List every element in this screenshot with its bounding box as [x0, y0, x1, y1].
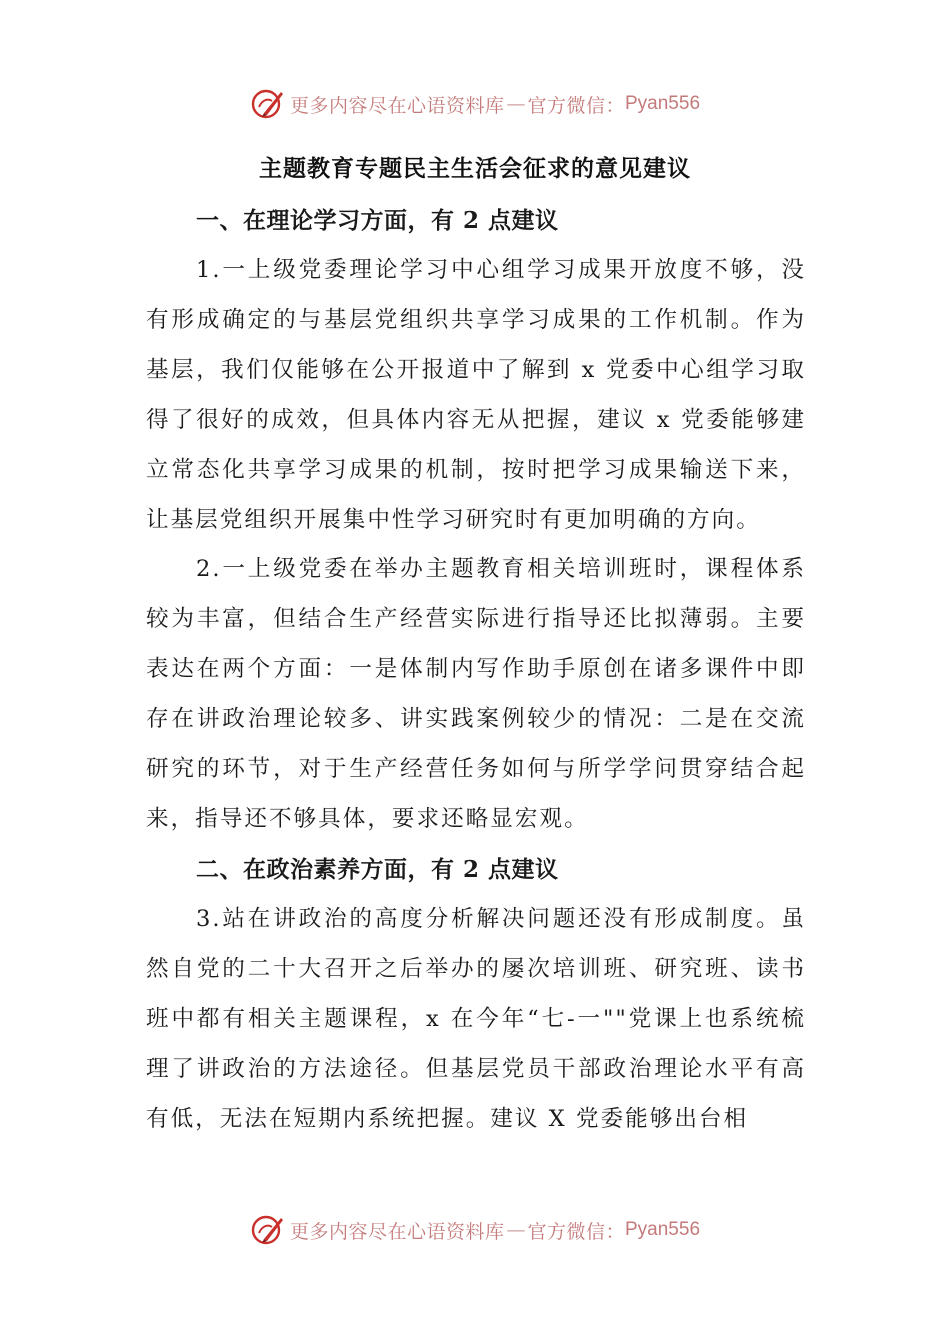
document-body [146, 196, 806, 1144]
paragraph: 3.站在讲政治的高度分析解决问题还没有形成制度。虽然自党的二十大召开之后举办的屡次培训班、研究班、读书班中都有相关主题课程，x 在今年“七-一""党课上也系统梳理了讲政治的方法途径。但基层党员干部政治理论水平有高有低，无法在短期内系统把握。建议 X 党委能够出台相 [146, 905, 806, 1132]
document-title: 主题教育专题民主生活会征求的意见建议 [259, 155, 691, 182]
pen-logo-icon [250, 86, 286, 122]
watermark-text: 更多内容尽在心语资料库 [289, 1220, 505, 1243]
pen-logo-icon [250, 1212, 286, 1248]
watermark-dash: — [506, 93, 526, 115]
watermark-id: Pyan556 [625, 1219, 701, 1240]
watermark-id: Pyan556 [625, 93, 701, 114]
watermark-suffix: 官方微信： [527, 94, 625, 117]
watermark-text: 更多内容尽在心语资料库 [289, 94, 505, 117]
section-heading: 一、在理论学习方面，有 2 点建议 [196, 207, 559, 234]
watermark-footer [0, 1210, 950, 1250]
watermark-dash: — [506, 1219, 526, 1241]
paragraph: 1.一上级党委理论学习中心组学习成果开放度不够，没有形成确定的与基层党组织共享学习成果的工作机制。作为基层，我们仅能够在公开报道中了解到 x 党委中心组学习取得了很好的成效，但具体内容无从把握，建议 x 党委能够建立常态化共享学习成果的机制，按时把学习成果输送下来，让基层党组织开展集中性学习研究时有更加明确的方向。 [146, 257, 806, 533]
watermark-header [0, 84, 950, 124]
watermark-suffix: 官方微信： [527, 1220, 625, 1243]
section-heading: 二、在政治素养方面，有 2 点建议 [196, 855, 559, 883]
paragraph: 2.一上级党委在举办主题教育相关培训班时，课程体系较为丰富，但结合生产经营实际进行指导还比拟薄弱。主要表达在两个方面：一是体制内写作助手原创在诸多课件中即存在讲政治理论较多、讲实践案例较少的情况：二是在交流研究的环节，对于生产经营任务如何与所学学问贯穿结合起来，指导还不够具体，要求还略显宏观。 [146, 556, 806, 832]
